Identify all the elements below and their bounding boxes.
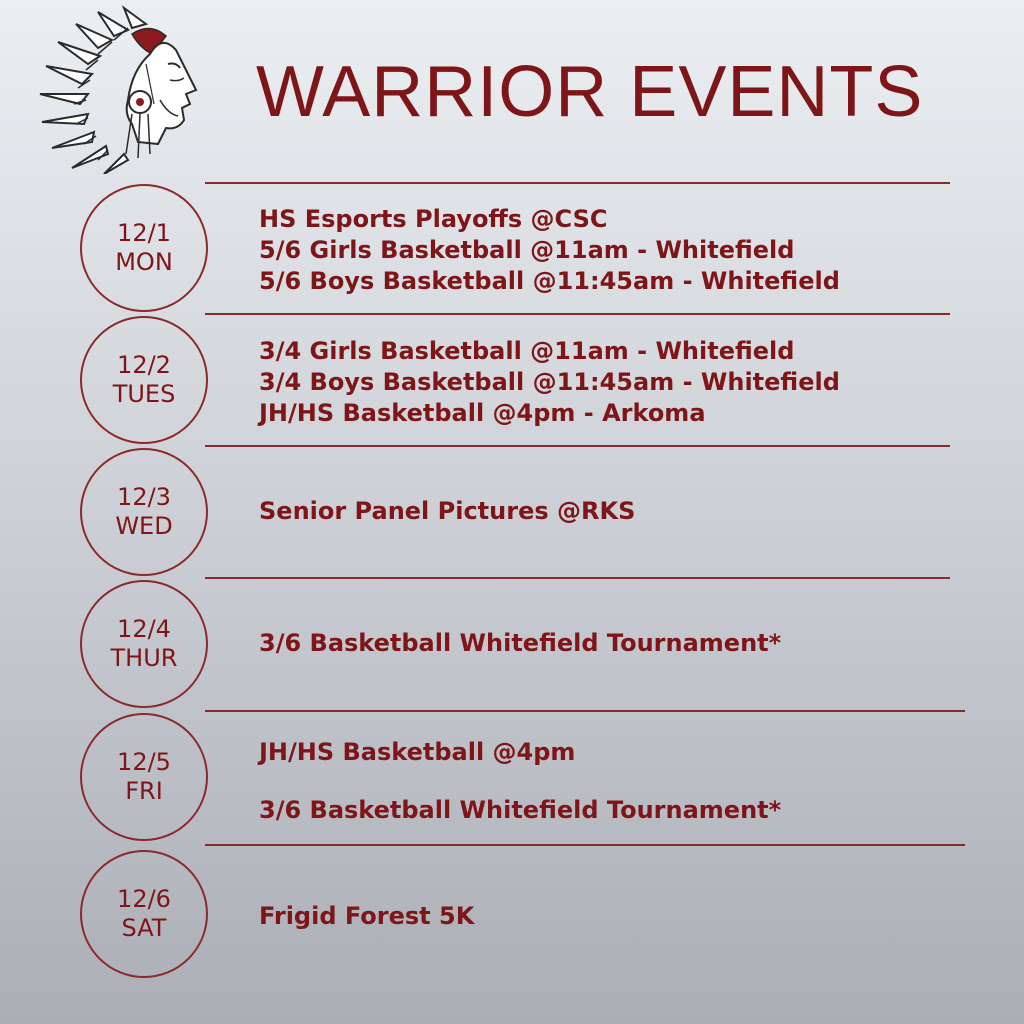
weekday-label: SAT	[121, 914, 167, 942]
divider	[205, 710, 965, 712]
event-item: Frigid Forest 5K	[259, 902, 475, 930]
event-item: 3/6 Basketball Whitefield Tournament*	[259, 629, 782, 657]
event-item: 5/6 Girls Basketball @11am - Whitefield	[259, 236, 795, 264]
date-badge-wed	[80, 448, 208, 576]
date-badge-mon	[80, 184, 208, 312]
event-list-tues	[259, 336, 979, 429]
weekday-label: TUES	[112, 380, 176, 408]
divider	[205, 577, 950, 579]
event-item: JH/HS Basketball @4pm	[259, 738, 576, 766]
warrior-headdress-logo	[28, 4, 206, 174]
event-item: JH/HS Basketball @4pm - Arkoma	[259, 399, 706, 427]
event-item: Senior Panel Pictures @RKS	[259, 497, 636, 525]
date-label: 12/3	[117, 483, 171, 511]
date-badge-sat	[80, 850, 208, 978]
date-label: 12/2	[117, 351, 171, 379]
event-item: 5/6 Boys Basketball @11:45am - Whitefield	[259, 267, 840, 295]
divider	[205, 313, 950, 315]
event-list-mon	[259, 204, 979, 297]
weekday-label: FRI	[125, 777, 163, 805]
weekday-label: THUR	[110, 644, 178, 672]
event-item: 3/4 Girls Basketball @11am - Whitefield	[259, 337, 795, 365]
page-title: WARRIOR EVENTS	[256, 52, 924, 132]
event-list-sat	[259, 901, 979, 932]
weekday-label: WED	[115, 512, 173, 540]
date-label: 12/5	[117, 748, 171, 776]
date-badge-tues	[80, 316, 208, 444]
divider	[205, 182, 950, 184]
date-label: 12/4	[117, 615, 171, 643]
event-item: HS Esports Playoffs @CSC	[259, 205, 608, 233]
divider	[205, 445, 950, 447]
event-item: 3/6 Basketball Whitefield Tournament*	[259, 796, 782, 824]
event-list-thur	[259, 628, 979, 659]
event-list-fri	[259, 737, 979, 826]
event-item: 3/4 Boys Basketball @11:45am - Whitefield	[259, 368, 840, 396]
date-label: 12/6	[117, 885, 171, 913]
date-badge-thur	[80, 580, 208, 708]
date-badge-fri	[80, 713, 208, 841]
date-label: 12/1	[117, 219, 171, 247]
divider	[205, 844, 965, 846]
event-list-wed	[259, 496, 979, 527]
weekday-label: MON	[115, 248, 173, 276]
